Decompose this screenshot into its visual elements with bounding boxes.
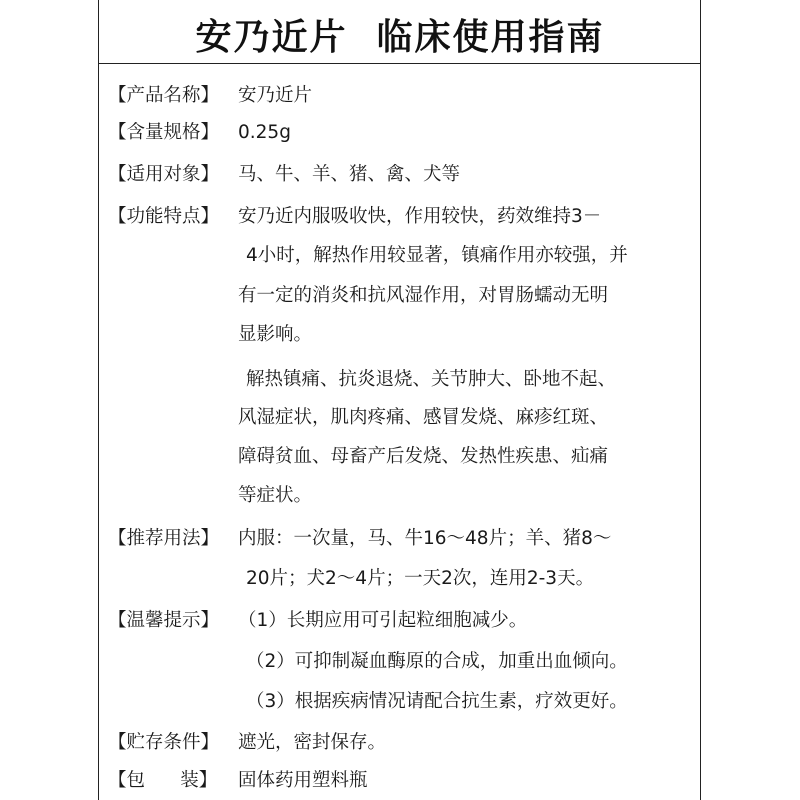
label-product-name: 【产品名称】 <box>108 85 220 106</box>
features-line-5: 解热镇痛、抗炎退烧、关节肿大、卧地不起、 <box>246 369 617 390</box>
left-border <box>98 0 99 800</box>
value-product-name: 安乃近片 <box>238 85 313 106</box>
dosage-line-1: 内服：一次量，马、牛16～48片；羊、猪8～ <box>238 528 612 549</box>
label-tips: 【温馨提示】 <box>108 610 220 631</box>
dosage-line-2: 20片；犬2～4片；一天2次，连用2-3天。 <box>246 568 595 589</box>
value-specification: 0.25g <box>238 122 291 143</box>
title-divider <box>98 63 701 64</box>
tips-line-3: （3）根据疾病情况请配合抗生素，疗效更好。 <box>246 691 628 712</box>
label-features: 【功能特点】 <box>108 206 220 227</box>
value-target-animals: 马、牛、羊、猪、禽、犬等 <box>238 164 461 185</box>
features-line-3: 有一定的消炎和抗风湿作用，对胃肠蠕动无明 <box>238 285 609 306</box>
value-storage: 遮光，密封保存。 <box>238 732 387 753</box>
document-title: 安乃近片 临床使用指南 <box>195 17 605 58</box>
right-border <box>700 0 701 800</box>
features-line-2: 4小时，解热作用较显著，镇痛作用亦较强，并 <box>246 245 628 266</box>
label-target-animals: 【适用对象】 <box>108 164 220 185</box>
features-line-6: 风湿症状，肌肉疼痛、感冒发烧、麻疹红斑、 <box>238 407 609 428</box>
features-line-8: 等症状。 <box>238 485 313 506</box>
value-packaging: 固体药用塑料瓶 <box>238 770 368 791</box>
features-line-4: 显影响。 <box>238 324 313 345</box>
tips-line-2: （2）可抑制凝血酶原的合成，加重出血倾向。 <box>246 651 628 672</box>
label-packaging: 【包 装】 <box>108 770 218 791</box>
label-specification: 【含量规格】 <box>108 122 220 143</box>
label-storage: 【贮存条件】 <box>108 732 220 753</box>
features-line-1: 安乃近内服吸收快，作用较快，药效维持3－ <box>238 206 602 227</box>
tips-line-1: （1）长期应用可引起粒细胞减少。 <box>238 610 528 631</box>
features-line-7: 障碍贫血、母畜产后发烧、发热性疾患、疝痛 <box>238 446 609 467</box>
label-dosage: 【推荐用法】 <box>108 528 220 549</box>
